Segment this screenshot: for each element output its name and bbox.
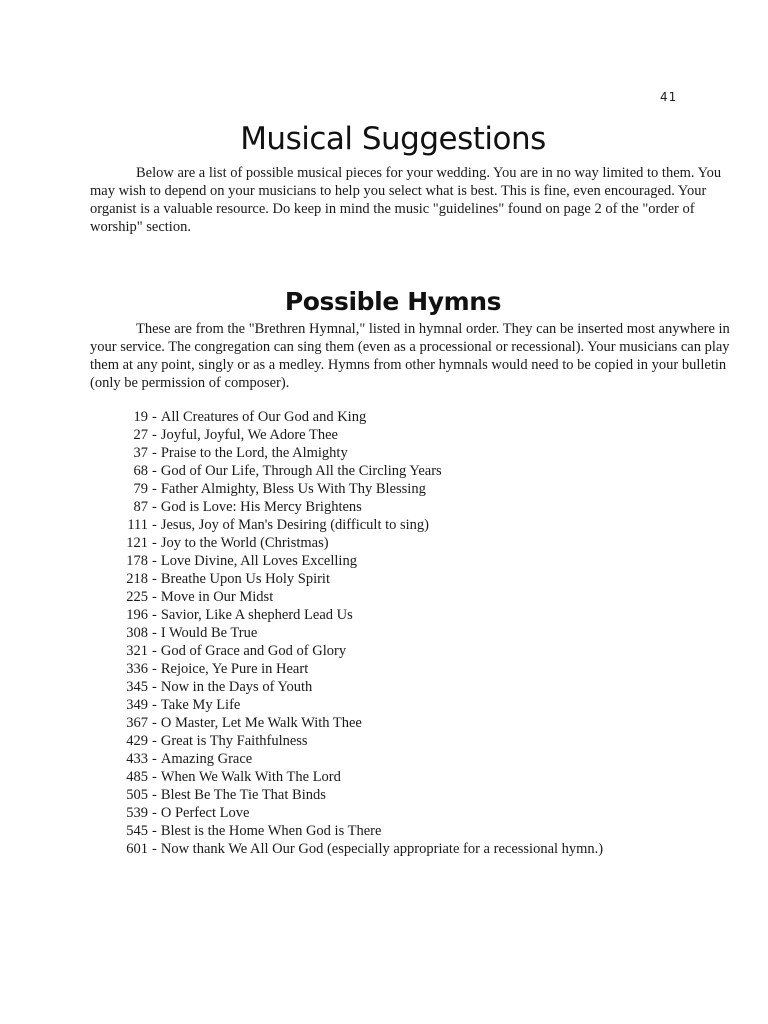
hymn-title: Rejoice, Ye Pure in Heart: [160, 661, 309, 677]
hymn-number: 349: [126, 697, 148, 713]
hymn-number: 121: [126, 535, 148, 551]
hymn-separator: -: [152, 481, 157, 497]
list-item: [110, 516, 603, 534]
hymn-title: God of Grace and God of Glory: [160, 643, 347, 659]
list-item: [110, 786, 603, 804]
hymn-number: 539: [126, 805, 148, 821]
list-item: [110, 804, 603, 822]
hymn-separator: -: [152, 841, 157, 857]
hymn-number: 111: [127, 517, 148, 533]
list-item: [110, 768, 603, 786]
hymn-number: 336: [126, 661, 148, 677]
hymn-separator: -: [152, 697, 157, 713]
hymn-title: Breathe Upon Us Holy Spirit: [160, 571, 330, 587]
hymn-number: 27: [133, 427, 148, 443]
list-item: [110, 426, 603, 444]
list-item: [110, 822, 603, 840]
hymn-title: Now in the Days of Youth: [160, 679, 313, 695]
hymn-number: 218: [126, 571, 148, 587]
hymn-title: O Master, Let Me Walk With Thee: [160, 715, 362, 731]
hymn-number: 545: [126, 823, 148, 839]
hymn-title: Great is Thy Faithfulness: [160, 733, 308, 749]
hymn-title: Move in Our Midst: [160, 589, 274, 605]
list-item: [110, 750, 603, 768]
list-item: [110, 408, 603, 426]
page-number: 41: [660, 90, 678, 104]
hymn-number: 196: [126, 607, 148, 623]
hymn-separator: -: [152, 589, 157, 605]
hymn-title: Joy to the World (Christmas): [160, 535, 329, 551]
list-item: [110, 480, 603, 498]
hymn-separator: -: [152, 463, 157, 479]
hymn-separator: -: [152, 661, 157, 677]
hymn-separator: -: [152, 625, 157, 641]
list-item: [110, 732, 603, 750]
hymn-separator: -: [152, 427, 157, 443]
list-item: [110, 624, 603, 642]
intro-section: [90, 164, 730, 236]
list-item: [110, 552, 603, 570]
hymn-separator: -: [152, 823, 157, 839]
hymn-separator: -: [152, 751, 157, 767]
hymn-title: Jesus, Joy of Man's Desiring (difficult to sing): [160, 517, 430, 533]
hymn-number: 225: [126, 589, 148, 605]
hymn-number: 178: [126, 553, 148, 569]
hymn-separator: -: [152, 517, 157, 533]
hymn-separator: -: [152, 769, 157, 785]
hymn-separator: -: [152, 787, 157, 803]
list-item: [110, 570, 603, 588]
list-item: [110, 534, 603, 552]
hymn-number: 19: [133, 409, 148, 425]
list-item: [110, 840, 603, 858]
hymn-title: When We Walk With The Lord: [160, 769, 341, 785]
hymn-number: 505: [126, 787, 148, 803]
hymn-title: Now thank We All Our God (especially appropriate for a recessional hymn.): [160, 841, 604, 857]
hymn-separator: -: [152, 715, 157, 731]
list-item: [110, 642, 603, 660]
hymn-number: 345: [126, 679, 148, 695]
hymn-number: 601: [126, 841, 148, 857]
list-item: [110, 660, 603, 678]
hymn-number: 367: [126, 715, 148, 731]
hymn-title: Love Divine, All Loves Excelling: [160, 553, 357, 569]
list-item: [110, 588, 603, 606]
hymns-intro-section: [90, 320, 730, 392]
hymn-separator: -: [152, 679, 157, 695]
hymn-number: 79: [133, 481, 148, 497]
list-item: [110, 678, 603, 696]
hymn-separator: -: [152, 499, 157, 515]
hymn-title: Amazing Grace: [160, 751, 253, 767]
hymn-separator: -: [152, 805, 157, 821]
hymn-separator: -: [152, 409, 157, 425]
hymn-number: 433: [126, 751, 148, 767]
hymns-intro-paragraph: These are from the "Brethren Hymnal," listed in hymnal order. They can be inserted most anywhere in your service. The congregation can sing them (even as a processional or recessional). Your musicians can play them at any point, singly or as a medley. Hymns from other hymnals would need to be copied in your bulletin (only be permission of composer).: [90, 321, 730, 391]
hymn-separator: -: [152, 553, 157, 569]
list-item: [110, 444, 603, 462]
hymn-separator: -: [152, 607, 157, 623]
intro-paragraph: Below are a list of possible musical pieces for your wedding. You are in no way limited to them. You may wish to depend on your musicians to help you select what is best. This is fine, even encouraged. Your organist is a valuable resource. Do keep in mind the music "guidelines" found on page 2 of the "order of worship" section.: [90, 165, 722, 235]
hymn-number: 429: [126, 733, 148, 749]
hymn-title: God of Our Life, Through All the Circling Years: [160, 463, 442, 479]
list-item: [110, 462, 603, 480]
hymn-separator: -: [152, 535, 157, 551]
hymn-title: Blest is the Home When God is There: [160, 823, 382, 839]
hymn-title: Savior, Like A shepherd Lead Us: [160, 607, 353, 623]
hymn-number: 321: [126, 643, 148, 659]
list-item: [110, 498, 603, 516]
list-item: [110, 696, 603, 714]
hymn-title: I Would Be True: [160, 625, 258, 641]
hymn-title: Father Almighty, Bless Us With Thy Blessing: [160, 481, 426, 497]
hymn-title: All Creatures of Our God and King: [160, 409, 367, 425]
page-title: Musical Suggestions: [240, 120, 546, 157]
list-item: [110, 606, 603, 624]
hymn-number: 308: [126, 625, 148, 641]
hymn-separator: -: [152, 445, 157, 461]
hymn-title: Praise to the Lord, the Almighty: [160, 445, 348, 461]
hymn-separator: -: [152, 643, 157, 659]
hymn-title: Joyful, Joyful, We Adore Thee: [160, 427, 338, 443]
hymn-title: Take My Life: [160, 697, 241, 713]
hymn-number: 87: [133, 499, 148, 515]
hymn-number: 37: [133, 445, 148, 461]
list-item: [110, 714, 603, 732]
hymn-number: 68: [133, 463, 148, 479]
hymn-separator: -: [152, 733, 157, 749]
hymn-title: God is Love: His Mercy Brightens: [160, 499, 362, 515]
hymn-separator: -: [152, 571, 157, 587]
hymn-number: 485: [126, 769, 148, 785]
hymn-title: O Perfect Love: [160, 805, 250, 821]
hymn-title: Blest Be The Tie That Binds: [160, 787, 326, 803]
hymn-list: [110, 408, 603, 858]
section-title: Possible Hymns: [284, 286, 502, 316]
